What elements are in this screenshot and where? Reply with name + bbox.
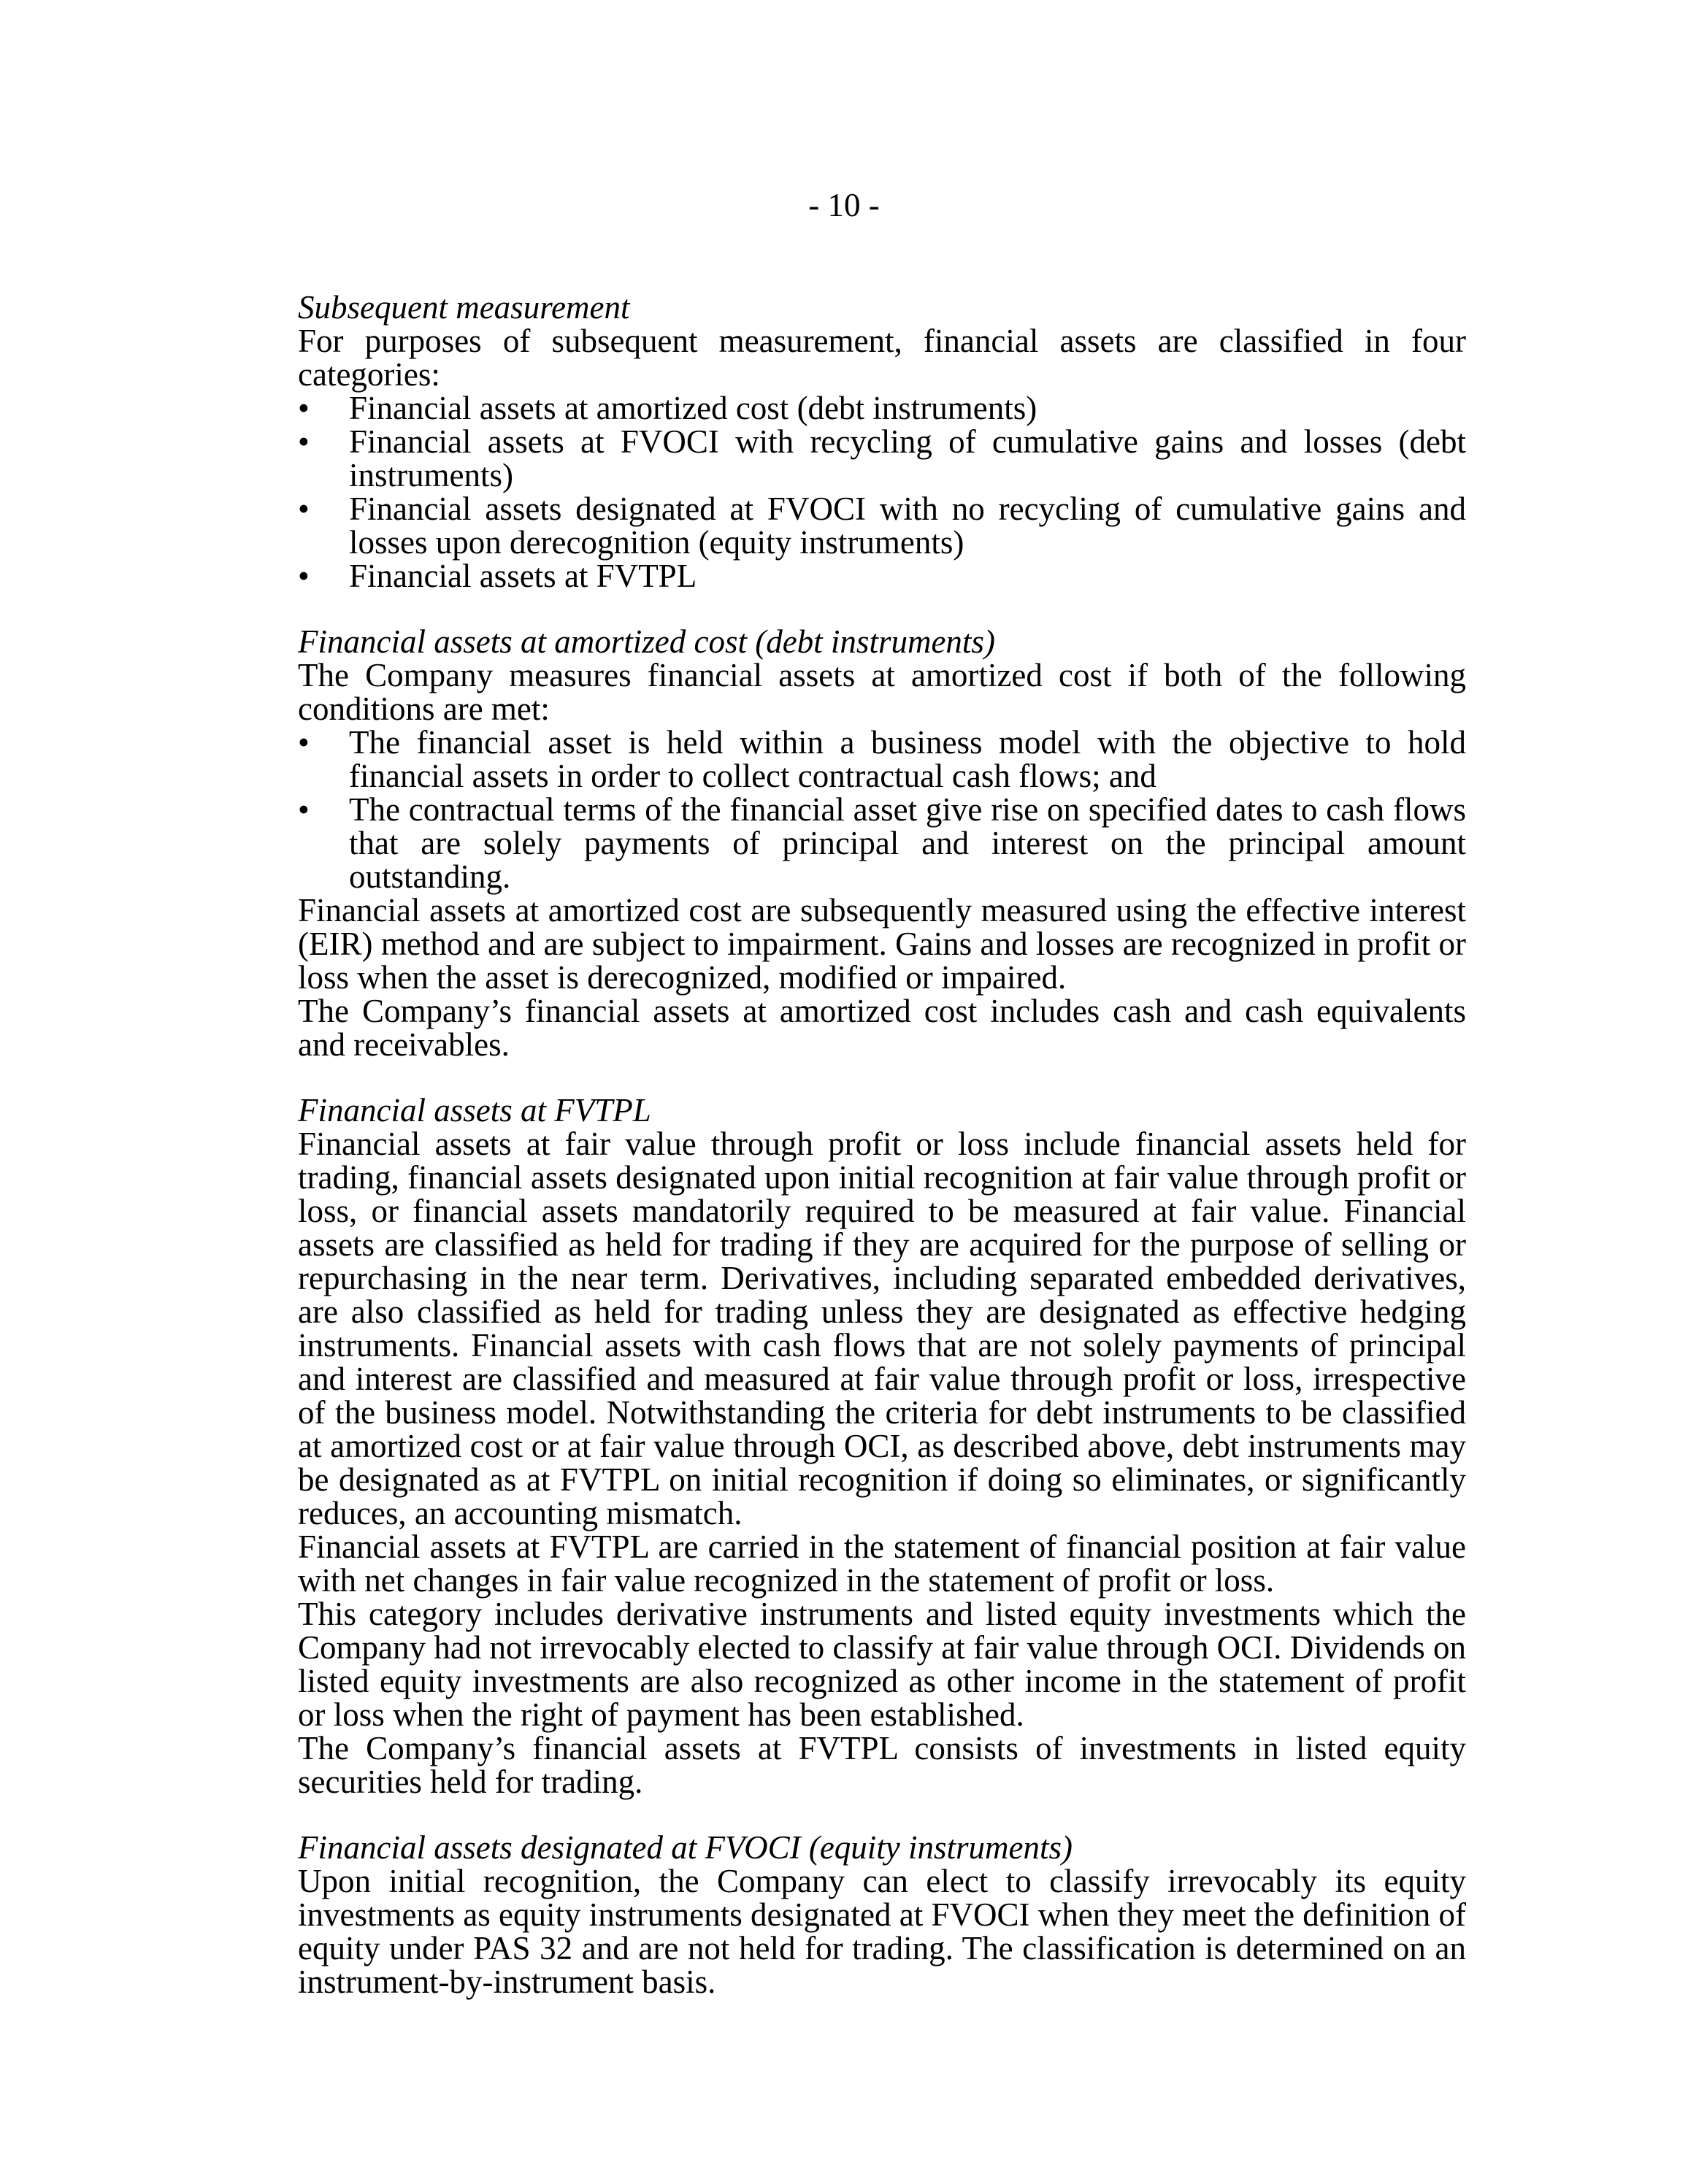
paragraph: This category includes derivative instruments and listed equity investments which the Company had not irrevocably elected to classify at fair value through OCI. Dividends on listed equity investments are also recognized as other income in the statement of profit or loss when the right of payment has been established. — [298, 1596, 1466, 1733]
list-item-text: Financial assets at amortized cost (debt instruments) — [349, 390, 1037, 426]
paragraph: Financial assets at fair value through profit or loss include financial assets held for trading, financial assets designated upon initial recognition at fair value through profit or loss, or financial assets mandatorily required to be measured at fair value. Financial assets are classified as held for trading if they are acquired for the purpose of selling or repurchasing in the near term. Derivatives, including separated embedded derivatives, are also classified as held for trading unless they are designated as effective hedging instruments. Financial assets with cash flows that are not solely payments of principal and interest are classified and measured at fair value through profit or loss, irrespective of the business model. Notwithstanding the criteria for debt instruments to be classified at amortized cost or at fair value through OCI, as described above, debt instruments may be designated as at FVTPL on initial recognition if doing so eliminates, or significantly reduces, an accounting mismatch. — [298, 1126, 1466, 1531]
list-item-text: The financial asset is held within a business model with the objective to hold financial assets in order to collect contractual cash flows; and — [349, 724, 1466, 794]
list-item — [298, 492, 1466, 559]
list-item — [298, 391, 1466, 425]
list-item — [298, 793, 1466, 893]
page-number: - 10 - — [808, 187, 880, 223]
section-heading-subsequent-measurement: Subsequent measurement — [298, 289, 630, 326]
document-body — [298, 291, 1466, 1999]
list-item-text: Financial assets at FVTPL — [349, 558, 697, 594]
section-heading-amortized-cost: Financial assets at amortized cost (debt instruments) — [298, 623, 995, 660]
bullet-icon: • — [298, 558, 310, 594]
bullet-icon: • — [298, 791, 310, 828]
section-heading-fvtpl: Financial assets at FVTPL — [298, 1092, 651, 1128]
bullet-icon: • — [298, 423, 310, 460]
bullet-list — [298, 391, 1466, 593]
paragraph: For purposes of subsequent measurement, financial assets are classified in four categories: — [298, 323, 1466, 393]
list-item-text: Financial assets at FVOCI with recycling of cumulative gains and losses (debt instruments) — [349, 423, 1466, 493]
bullet-icon: • — [298, 724, 310, 761]
section-heading-fvoci-designated: Financial assets designated at FVOCI (equity instruments) — [298, 1829, 1073, 1866]
bullet-list — [298, 726, 1466, 893]
list-item — [298, 425, 1466, 492]
list-item-text: The contractual terms of the financial asset give rise on specified dates to cash flows that are solely payments of principal and interest on the principal amount outstanding. — [349, 791, 1466, 895]
bullet-icon: • — [298, 491, 310, 527]
list-item-text: Financial assets designated at FVOCI with no recycling of cumulative gains and losses upon derecognition (equity instruments) — [349, 491, 1466, 561]
bullet-icon: • — [298, 390, 310, 426]
paragraph: The Company’s financial assets at amortized cost includes cash and cash equivalents and receivables. — [298, 993, 1466, 1063]
paragraph: Financial assets at FVTPL are carried in the statement of financial position at fair value with net changes in fair value recognized in the statement of profit or loss. — [298, 1529, 1466, 1599]
paragraph: The Company’s financial assets at FVTPL consists of investments in listed equity securities held for trading. — [298, 1730, 1466, 1800]
paragraph: The Company measures financial assets at amortized cost if both of the following conditions are met: — [298, 657, 1466, 727]
paragraph: Financial assets at amortized cost are subsequently measured using the effective interest (EIR) method and are subject to impairment. Gains and losses are recognized in profit or loss when the asset is derecognized, modified or impaired. — [298, 892, 1466, 996]
paragraph: Upon initial recognition, the Company can elect to classify irrevocably its equity investments as equity instruments designated at FVOCI when they meet the definition of equity under PAS 32 and are not held for trading. The classification is determined on an instrument-by-instrument basis. — [298, 1863, 1466, 2000]
list-item — [298, 726, 1466, 793]
list-item — [298, 559, 1466, 593]
